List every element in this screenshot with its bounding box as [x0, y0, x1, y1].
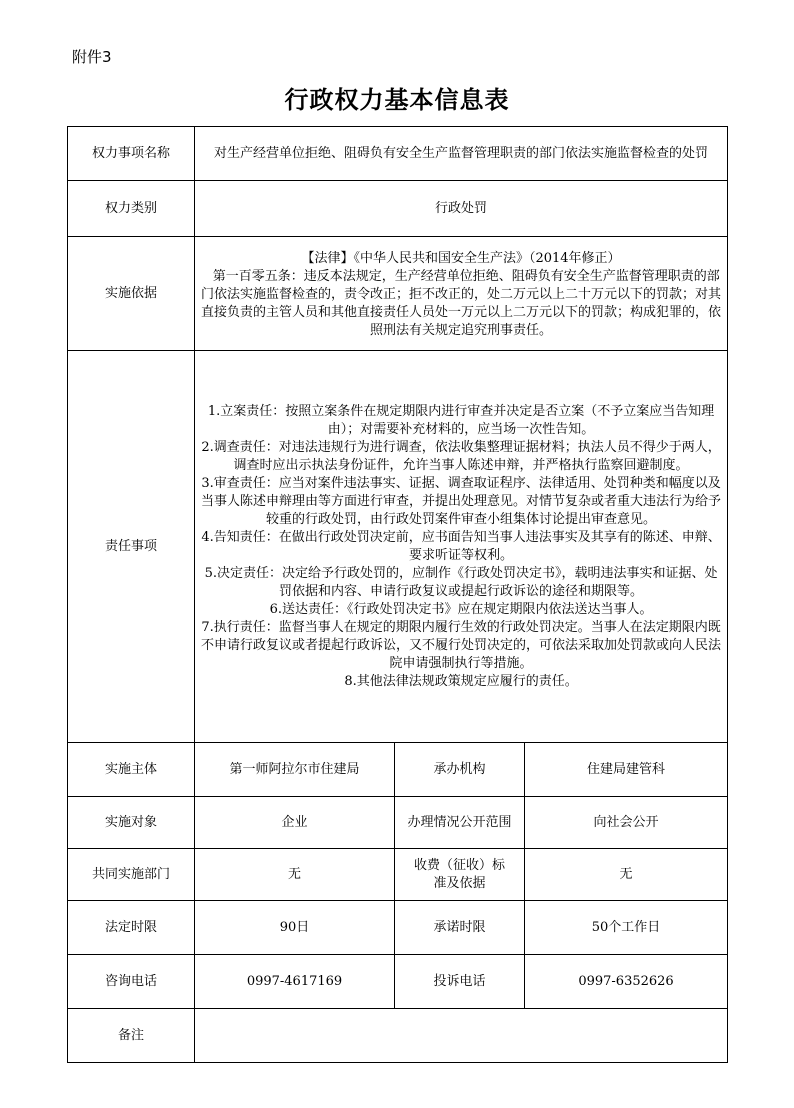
row-time-limit — [68, 901, 728, 955]
joint-label: 共同实施部门 — [68, 849, 195, 901]
page-title: 行政权力基本信息表 — [284, 86, 510, 114]
row-basis — [68, 237, 728, 351]
category-label: 权力类别 — [68, 181, 195, 237]
target-label: 实施对象 — [68, 797, 195, 849]
row-remarks — [68, 1009, 728, 1063]
legal-limit-label: 法定时限 — [68, 901, 195, 955]
row-item-name — [68, 127, 728, 181]
agency-value: 住建局建管科 — [525, 743, 728, 797]
subject-value: 第一师阿拉尔市住建局 — [195, 743, 395, 797]
responsibility-item: 8.其他法律法规政策规定应履行的责任。 — [344, 673, 578, 689]
complaint-phone-value: 0997-6352626 — [525, 955, 728, 1009]
disclosure-label: 办理情况公开范围 — [395, 797, 525, 849]
attachment-label: 附件3 — [72, 48, 112, 66]
fee-value: 无 — [525, 849, 728, 901]
remarks-value — [195, 1009, 728, 1063]
responsibility-item: 7.执行责任：监督当事人在规定的期限内履行生效的行政处罚决定。当事人在法定期限内既不申请行政复议或者提起行政诉讼，又不履行处罚决定的，可依法采取加处罚款或向人民法院申请强制执行等措施。 — [201, 619, 722, 671]
responsibility-item: 2.调查责任：对违法违规行为进行调查，依法收集整理证据材料；执法人员不得少于两人，调查时应出示执法身份证件，允许当事人陈述申辩，并严格执行监察回避制度。 — [201, 439, 721, 473]
basis-article: 第一百零五条：违反本法规定，生产经营单位拒绝、阻碍负有安全生产监督管理职责的部门依法实施监督检查的，责令改正；拒不改正的，处二万元以上二十万元以下的罚款；对其直接负责的主管人员和其他直接责任人员处一万元以上二万元以下的罚款；构成犯罪的，依照刑法有关规定追究刑事责任。 — [201, 268, 722, 338]
item-name-label: 权力事项名称 — [68, 127, 195, 181]
promised-limit-label: 承诺时限 — [395, 901, 525, 955]
row-phone — [68, 955, 728, 1009]
remarks-label: 备注 — [68, 1009, 195, 1063]
responsibility-item: 5.决定责任：决定给予行政处罚的，应制作《行政处罚决定书》，载明违法事实和证据、处罚依据和内容、申请行政复议或提起行政诉讼的途径和期限等。 — [204, 565, 718, 599]
responsibility-label: 责任事项 — [68, 351, 195, 743]
responsibility-item: 6.送达责任：《行政处罚决定书》应在规定期限内依法送达当事人。 — [269, 601, 653, 617]
row-target — [68, 797, 728, 849]
legal-limit-value: 90日 — [195, 901, 395, 955]
basis-value — [195, 237, 728, 351]
basis-label: 实施依据 — [68, 237, 195, 351]
responsibility-item: 3.审查责任：应当对案件违法事实、证据、调查取证程序、法律适用、处罚种类和幅度以及当事人陈述申辩理由等方面进行审查，并提出处理意见。对情节复杂或者重大违法行为给予较重的行政处罚，由行政处罚案件审查小组集体讨论提出审查意见。 — [201, 475, 722, 527]
fee-label: 收费（征收）标准及依据 — [395, 849, 525, 901]
info-table — [67, 126, 728, 1063]
consult-phone-label: 咨询电话 — [68, 955, 195, 1009]
agency-label: 承办机构 — [395, 743, 525, 797]
responsibility-item: 1.立案责任：按照立案条件在规定期限内进行审查并决定是否立案（不予立案应当告知理由）；对需要补充材料的，应当场一次性告知。 — [207, 403, 715, 437]
basis-law: 【法律】《中华人民共和国安全生产法》（2014年修正） — [301, 250, 621, 266]
subject-label: 实施主体 — [68, 743, 195, 797]
responsibility-item: 4.告知责任：在做出行政处罚决定前，应书面告知当事人违法事实及其享有的陈述、申辩、要求听证等权利。 — [201, 529, 721, 563]
disclosure-value: 向社会公开 — [525, 797, 728, 849]
target-value: 企业 — [195, 797, 395, 849]
row-joint — [68, 849, 728, 901]
consult-phone-value: 0997-4617169 — [195, 955, 395, 1009]
promised-limit-value: 50个工作日 — [525, 901, 728, 955]
joint-value: 无 — [195, 849, 395, 901]
complaint-phone-label: 投诉电话 — [395, 955, 525, 1009]
responsibility-value — [195, 351, 728, 743]
row-category — [68, 181, 728, 237]
category-value: 行政处罚 — [195, 181, 728, 237]
item-name-value: 对生产经营单位拒绝、阻碍负有安全生产监督管理职责的部门依法实施监督检查的处罚 — [195, 127, 728, 181]
row-subject — [68, 743, 728, 797]
row-responsibility — [68, 351, 728, 743]
